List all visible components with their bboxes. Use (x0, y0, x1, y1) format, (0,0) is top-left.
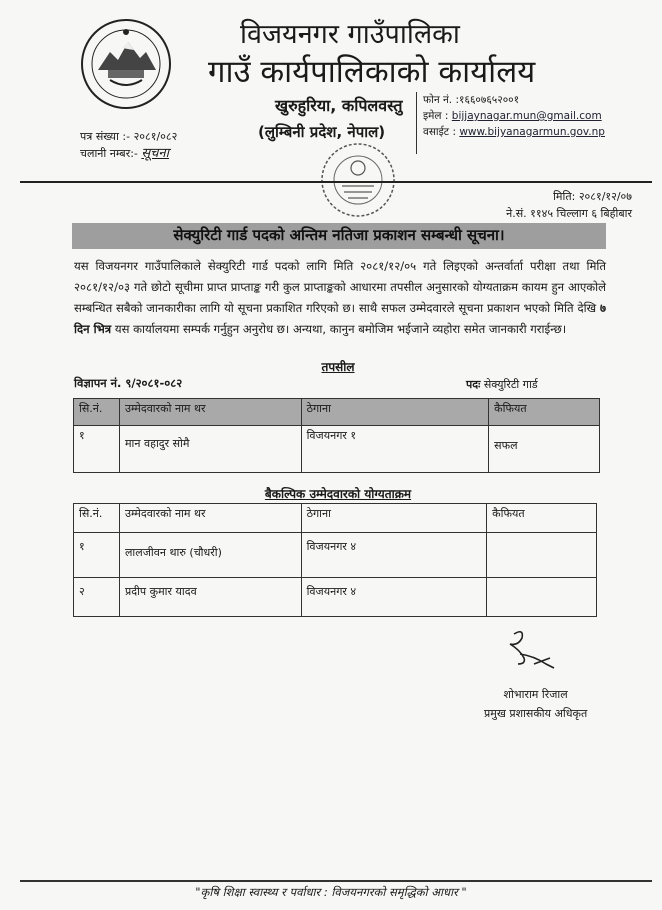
table-row (74, 426, 600, 473)
column-header: कैफियत (489, 399, 600, 426)
column-header: उम्मेदवारको नाम थर (119, 504, 301, 533)
notice-body-part1: यस विजयनगर गाउँपालिकाले सेक्युरिटी गार्ड पदको लागि मिति २०८१/१२/०५ गते लिइएको अन्तर्वार्ता परीक्षा तथा मिति २०८१/१२/०३ गते छोटो सूचीमा प्राप्त प्राप्ताङ्क गरी कुल प्राप्ताङ्कको आधारमा तपसील अनुसारको योग्यताक्रम कायम हुन आएकोले सम्बन्धित सबैको जानकारीका लागि यो सूचना प्रकाशित गरिएको छ। साथै सफल उम्मेदवारले सूचना प्रकाशन भएको मिति देखि (74, 259, 606, 315)
post-value: सेक्युरिटी गार्ड (483, 378, 538, 391)
address-line-2: (लुम्बिनी प्रदेश, नेपाल) (258, 123, 386, 141)
table-header-row (74, 504, 597, 533)
office-seal-icon (318, 140, 398, 220)
address-cell: विजयनगर ४ (301, 578, 487, 617)
date-block (506, 188, 632, 222)
header-divider (20, 181, 652, 183)
signatory-designation: प्रमुख प्रशासकीय अधिकृत (484, 707, 588, 720)
post-label: पदः (466, 378, 481, 391)
footer-divider (20, 880, 652, 882)
table-header-row (74, 399, 600, 426)
serial-cell: १ (74, 426, 120, 473)
address-line-1: खुरुहुरिया, कपिलवस्तु (275, 96, 403, 115)
website-label: वसाईट : (423, 126, 456, 138)
advertisement-number: विज्ञापन नं. ९/२०८१-०८२ (74, 376, 183, 390)
column-header: उम्मेदवारको नाम थर (119, 399, 301, 426)
signatory-block (484, 685, 587, 723)
handwritten-signature-icon (500, 624, 560, 674)
serial-cell: १ (74, 533, 120, 578)
table-row (74, 578, 597, 617)
result-table (73, 398, 600, 473)
serial-cell: २ (74, 578, 120, 617)
address-cell: विजयनगर ४ (301, 533, 487, 578)
website-row (423, 124, 623, 140)
notice-body (74, 256, 606, 340)
dispatch-value: सूचना (141, 146, 170, 161)
notice-title: सेक्युरिटी गार्ड पदको अन्तिम नतिजा प्रकाशन सम्बन्धी सूचना। (173, 226, 505, 244)
table-row (74, 533, 597, 578)
column-header: सि.नं. (74, 399, 120, 426)
municipality-logo-icon (80, 18, 172, 110)
phone-number: फोन नं. :१६६०७६५२००१ (423, 94, 520, 106)
name-cell: प्रदीप कुमार यादव (119, 578, 301, 617)
date-line: मिति: २०८१/१२/०७ (553, 190, 632, 203)
column-header: सि.नं. (74, 504, 120, 533)
name-cell: लालजीवन थारु (चौधरी) (119, 533, 301, 578)
signatory-name: शोभाराम रिजाल (503, 688, 568, 701)
column-header: कैफियत (487, 504, 597, 533)
footer-motto: "कृषि शिक्षा स्वास्थ्य र पर्वाधार : विजयनगरको समृद्धिको आधार " (195, 885, 467, 899)
email-label: इमेल : (423, 110, 449, 122)
nepal-sambat-date: ने.सं. ११४५ चिल्लाग ६ बिहीबार (506, 207, 632, 220)
column-header: ठेगाना (301, 504, 487, 533)
email-link[interactable]: bijjaynagar.mun@gmail.com (451, 110, 602, 122)
email-row (423, 108, 623, 124)
dispatch-label: चलानी नम्बर:- (80, 147, 138, 160)
alternate-table (73, 503, 597, 617)
notice-body-part2: यस कार्यालयमा सम्पर्क गर्नुहुन अनुरोध छ। अन्यथा, कानुन बमोजिम भईजाने व्यहोरा समेत जानकारी गराईन्छ। (114, 322, 567, 336)
notice-body-deadline: ७ दिन भित्र (74, 301, 607, 336)
name-cell: मान वहादुर सोमै (119, 426, 301, 473)
remark-cell (487, 578, 597, 617)
website-link[interactable]: www.bijyanagarmun.gov.np (459, 126, 605, 138)
dispatch-number (80, 145, 177, 162)
letter-number: पत्र संख्या :- २०८१/०८२ (80, 130, 178, 143)
organization-name: विजयनगर गाउँपालिका (240, 19, 460, 50)
post-info (466, 377, 538, 392)
alternate-section-title: बैकल्पिक उम्मेदवारको योग्यताक्रम (264, 487, 412, 501)
reference-block (80, 128, 177, 162)
details-section-title: तपसील (321, 360, 355, 374)
office-name: गाउँ कार्यपालिकाको कार्यालय (208, 54, 536, 90)
column-header: ठेगाना (301, 399, 489, 426)
remark-cell (487, 533, 597, 578)
remark-cell: सफल (489, 426, 600, 473)
address-cell: विजयनगर १ (301, 426, 489, 473)
contact-block (416, 92, 623, 154)
